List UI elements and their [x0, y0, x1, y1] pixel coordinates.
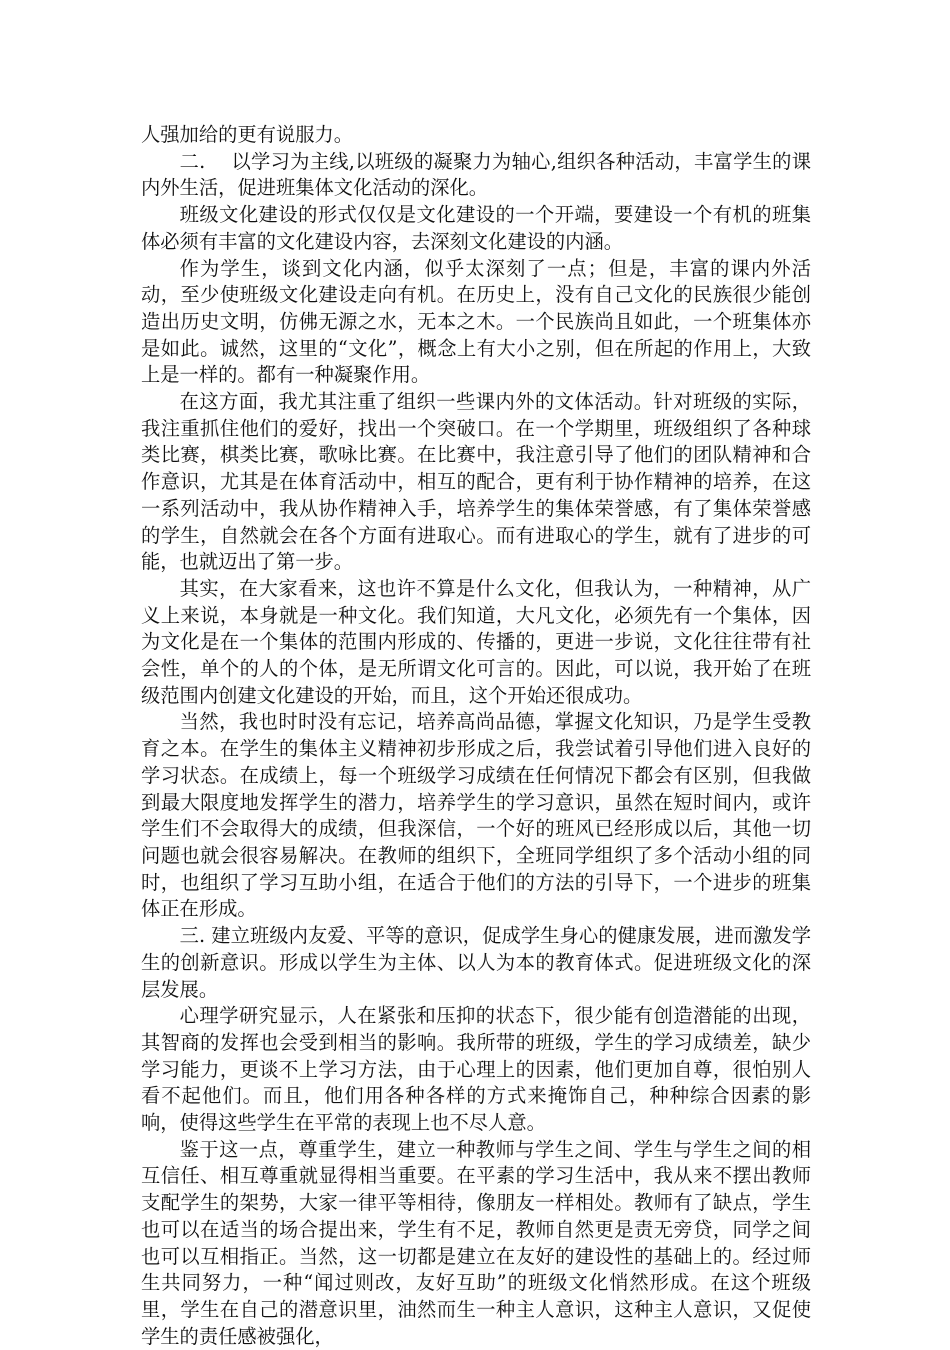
paragraph-continuation: 人强加给的更有说服力。 [141, 123, 354, 146]
document-page [141, 122, 811, 1350]
paragraph: 在这方面，我尤其注重了组织一些课内外的文体活动。针对班级的实际，我注重抓住他们的爱好，找出一个突破口。在一个学期里，班级组织了各种球类比赛，棋类比赛，歌咏比赛。在比赛中，我注意引导了他们的团队精神和合作意识，尤其是在体育活动中，相互的配合，更有利于协作精神的培养，在这一系列活动中，我从协作精神入手，培养学生的集体荣誉感，有了集体荣誉感的学生，自然就会在各个方面有进取心。而有进取心的学生，就有了进步的可能，也就迈出了第一步。 [141, 390, 811, 574]
paragraph: 班级文化建设的形式仅仅是文化建设的一个开端，要建设一个有机的班集体必须有丰富的文化建设内容，去深刻文化建设的内涵。 [141, 203, 811, 253]
paragraph: 作为学生，谈到文化内涵，似乎太深刻了一点；但是，丰富的课内外活动，至少使班级文化建设走向有机。在历史上，没有自己文化的民族很少能创造出历史文明，仿佛无源之水，无本之木。一个民族尚且如此，一个班集体亦是如此。诚然，这里的“文化”，概念上有大小之别，但在所起的作用上，大致上是一样的。都有一种凝聚作用。 [141, 256, 811, 387]
section-heading-2: 二. 以学习为主线,以班级的凝聚力为轴心,组织各种活动，丰富学生的课内外生活，促进班集体文化活动的深化。 [141, 149, 811, 200]
paragraph: 心理学研究显示，人在紧张和压抑的状态下，很少能有创造潜能的出现，其智商的发挥也会受到相当的影响。我所带的班级，学生的学习成绩差，缺少学习能力，更谈不上学习方法，由于心理上的因素，他们更加自尊，很怕别人看不起他们。而且，他们用各种各样的方式来掩饰自己，种种综合因素的影响，使得这些学生在平常的表现上也不尽人意。 [141, 1004, 811, 1135]
paragraph: 其实，在大家看来，这也许不算是什么文化，但我认为，一种精神，从广义上来说，本身就是一种文化。我们知道，大凡文化，必须先有一个集体，因为文化是在一个集体的范围内形成的、传播的，更进一步说，文化往往带有社会性，单个的人的个体，是无所谓文化可言的。因此，可以说，我开始了在班级范围内创建文化建设的开始，而且，这个开始还很成功。 [141, 576, 811, 707]
paragraph: 当然，我也时时没有忘记，培养高尚品德，掌握文化知识，乃是学生受教育之本。在学生的集体主义精神初步形成之后，我尝试着引导他们进入良好的学习状态。在成绩上，每一个班级学习成绩在任何情况下都会有区别，但我做到最大限度地发挥学生的潜力，培养学生的学习意识，虽然在短时间内，或许学生们不会取得大的成绩，但我深信，一个好的班风已经形成以后，其他一切问题也就会很容易解决。在教师的组织下，全班同学组织了多个活动小组的同时，也组织了学习互助小组，在适合于他们的方法的引导下，一个进步的班集体正在形成。 [141, 710, 811, 921]
section-heading-3: 三. 建立班级内友爱、平等的意识，促成学生身心的健康发展，进而激发学生的创新意识。形成以学生为主体、以人为本的教育体式。促进班级文化的深层发展。 [141, 924, 811, 1001]
paragraph: 鉴于这一点，尊重学生，建立一种教师与学生之间、学生与学生之间的相互信任、相互尊重就显得相当重要。在平素的学习生活中，我从来不摆出教师支配学生的架势，大家一律平等相待，像朋友一样相处。教师有了缺点，学生也可以在适当的场合提出来，学生有不足，教师自然更是责无旁贷，同学之间也可以互相指正。当然，这一切都是建立在友好的建设性的基础上的。经过师生共同努力，一种“闻过则改，友好互助”的班级文化悄然形成。在这个班级里，学生在自己的潜意识里，油然而生一种主人意识，这种主人意识，又促使学生的责任感被强化， [141, 1137, 811, 1348]
